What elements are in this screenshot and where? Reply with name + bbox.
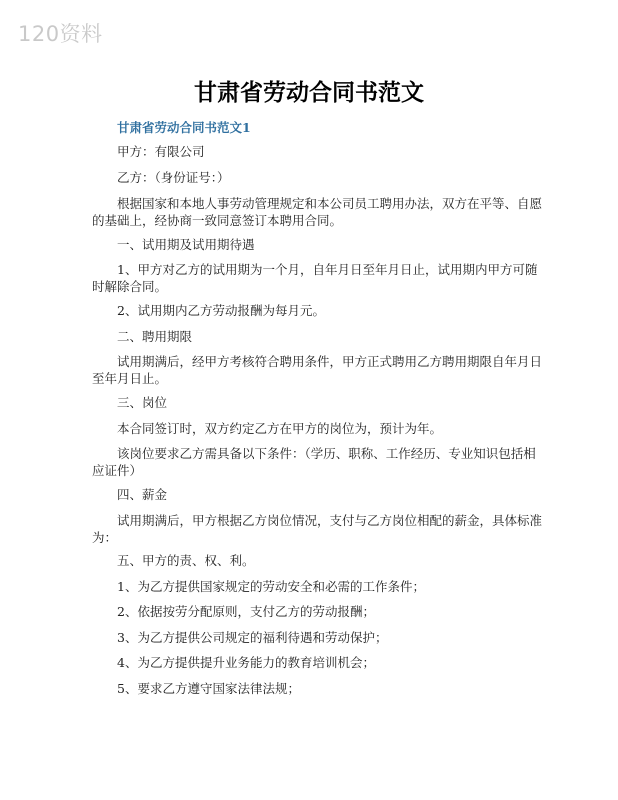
probation-clause-2: 2、试用期内乙方劳动报酬为每月元。	[117, 303, 325, 318]
section-heading-salary: 四、薪金	[117, 487, 168, 502]
watermark-logo: 120资料	[18, 22, 103, 46]
section-heading-party-a-duties: 五、甲方的责、权、利。	[117, 553, 255, 568]
duty-item-2: 2、依据按劳分配原则，支付乙方的劳动报酬；	[117, 604, 375, 619]
section-heading-term: 二、聘用期限	[117, 329, 193, 344]
duty-item-1: 1、为乙方提供国家规定的劳动安全和必需的工作条件；	[117, 579, 425, 594]
duty-item-4: 4、为乙方提供提升业务能力的教育培训机会；	[117, 655, 375, 670]
section-heading-position: 三、岗位	[117, 395, 168, 410]
document-subtitle: 甘肃省劳动合同书范文1	[117, 120, 251, 135]
duty-item-3: 3、为乙方提供公司规定的福利待遇和劳动保护；	[117, 630, 388, 645]
term-clause: 试用期满后，经甲方考核符合聘用条件，甲方正式聘用乙方聘用期限自年月日至年月日止。	[92, 354, 543, 386]
salary-clause: 试用期满后，甲方根据乙方岗位情况，支付与乙方岗位相配的薪金，具体标准为：	[92, 513, 543, 545]
document-title: 甘肃省劳动合同书范文	[194, 79, 424, 106]
duty-item-5: 5、要求乙方遵守国家法律法规；	[117, 681, 300, 696]
party-a-line: 甲方：有限公司	[117, 144, 205, 159]
preamble-paragraph: 根据国家和本地人事劳动管理规定和本公司员工聘用办法，双方在平等、自愿的基础上，经协商一致同意签订本聘用合同。	[92, 196, 543, 228]
position-clause-1: 本合同签订时，双方约定乙方在甲方的岗位为，预计为年。	[117, 421, 443, 436]
probation-clause-1: 1、甲方对乙方的试用期为一个月，自年月日至年月日止，试用期内甲方可随时解除合同。	[92, 262, 538, 294]
party-b-line: 乙方：（身份证号：）	[117, 170, 230, 185]
section-heading-probation: 一、试用期及试用期待遇	[117, 237, 255, 252]
position-clause-2: 该岗位要求乙方需具备以下条件：（学历、职称、工作经历、专业知识包括相应证件）	[92, 446, 536, 478]
